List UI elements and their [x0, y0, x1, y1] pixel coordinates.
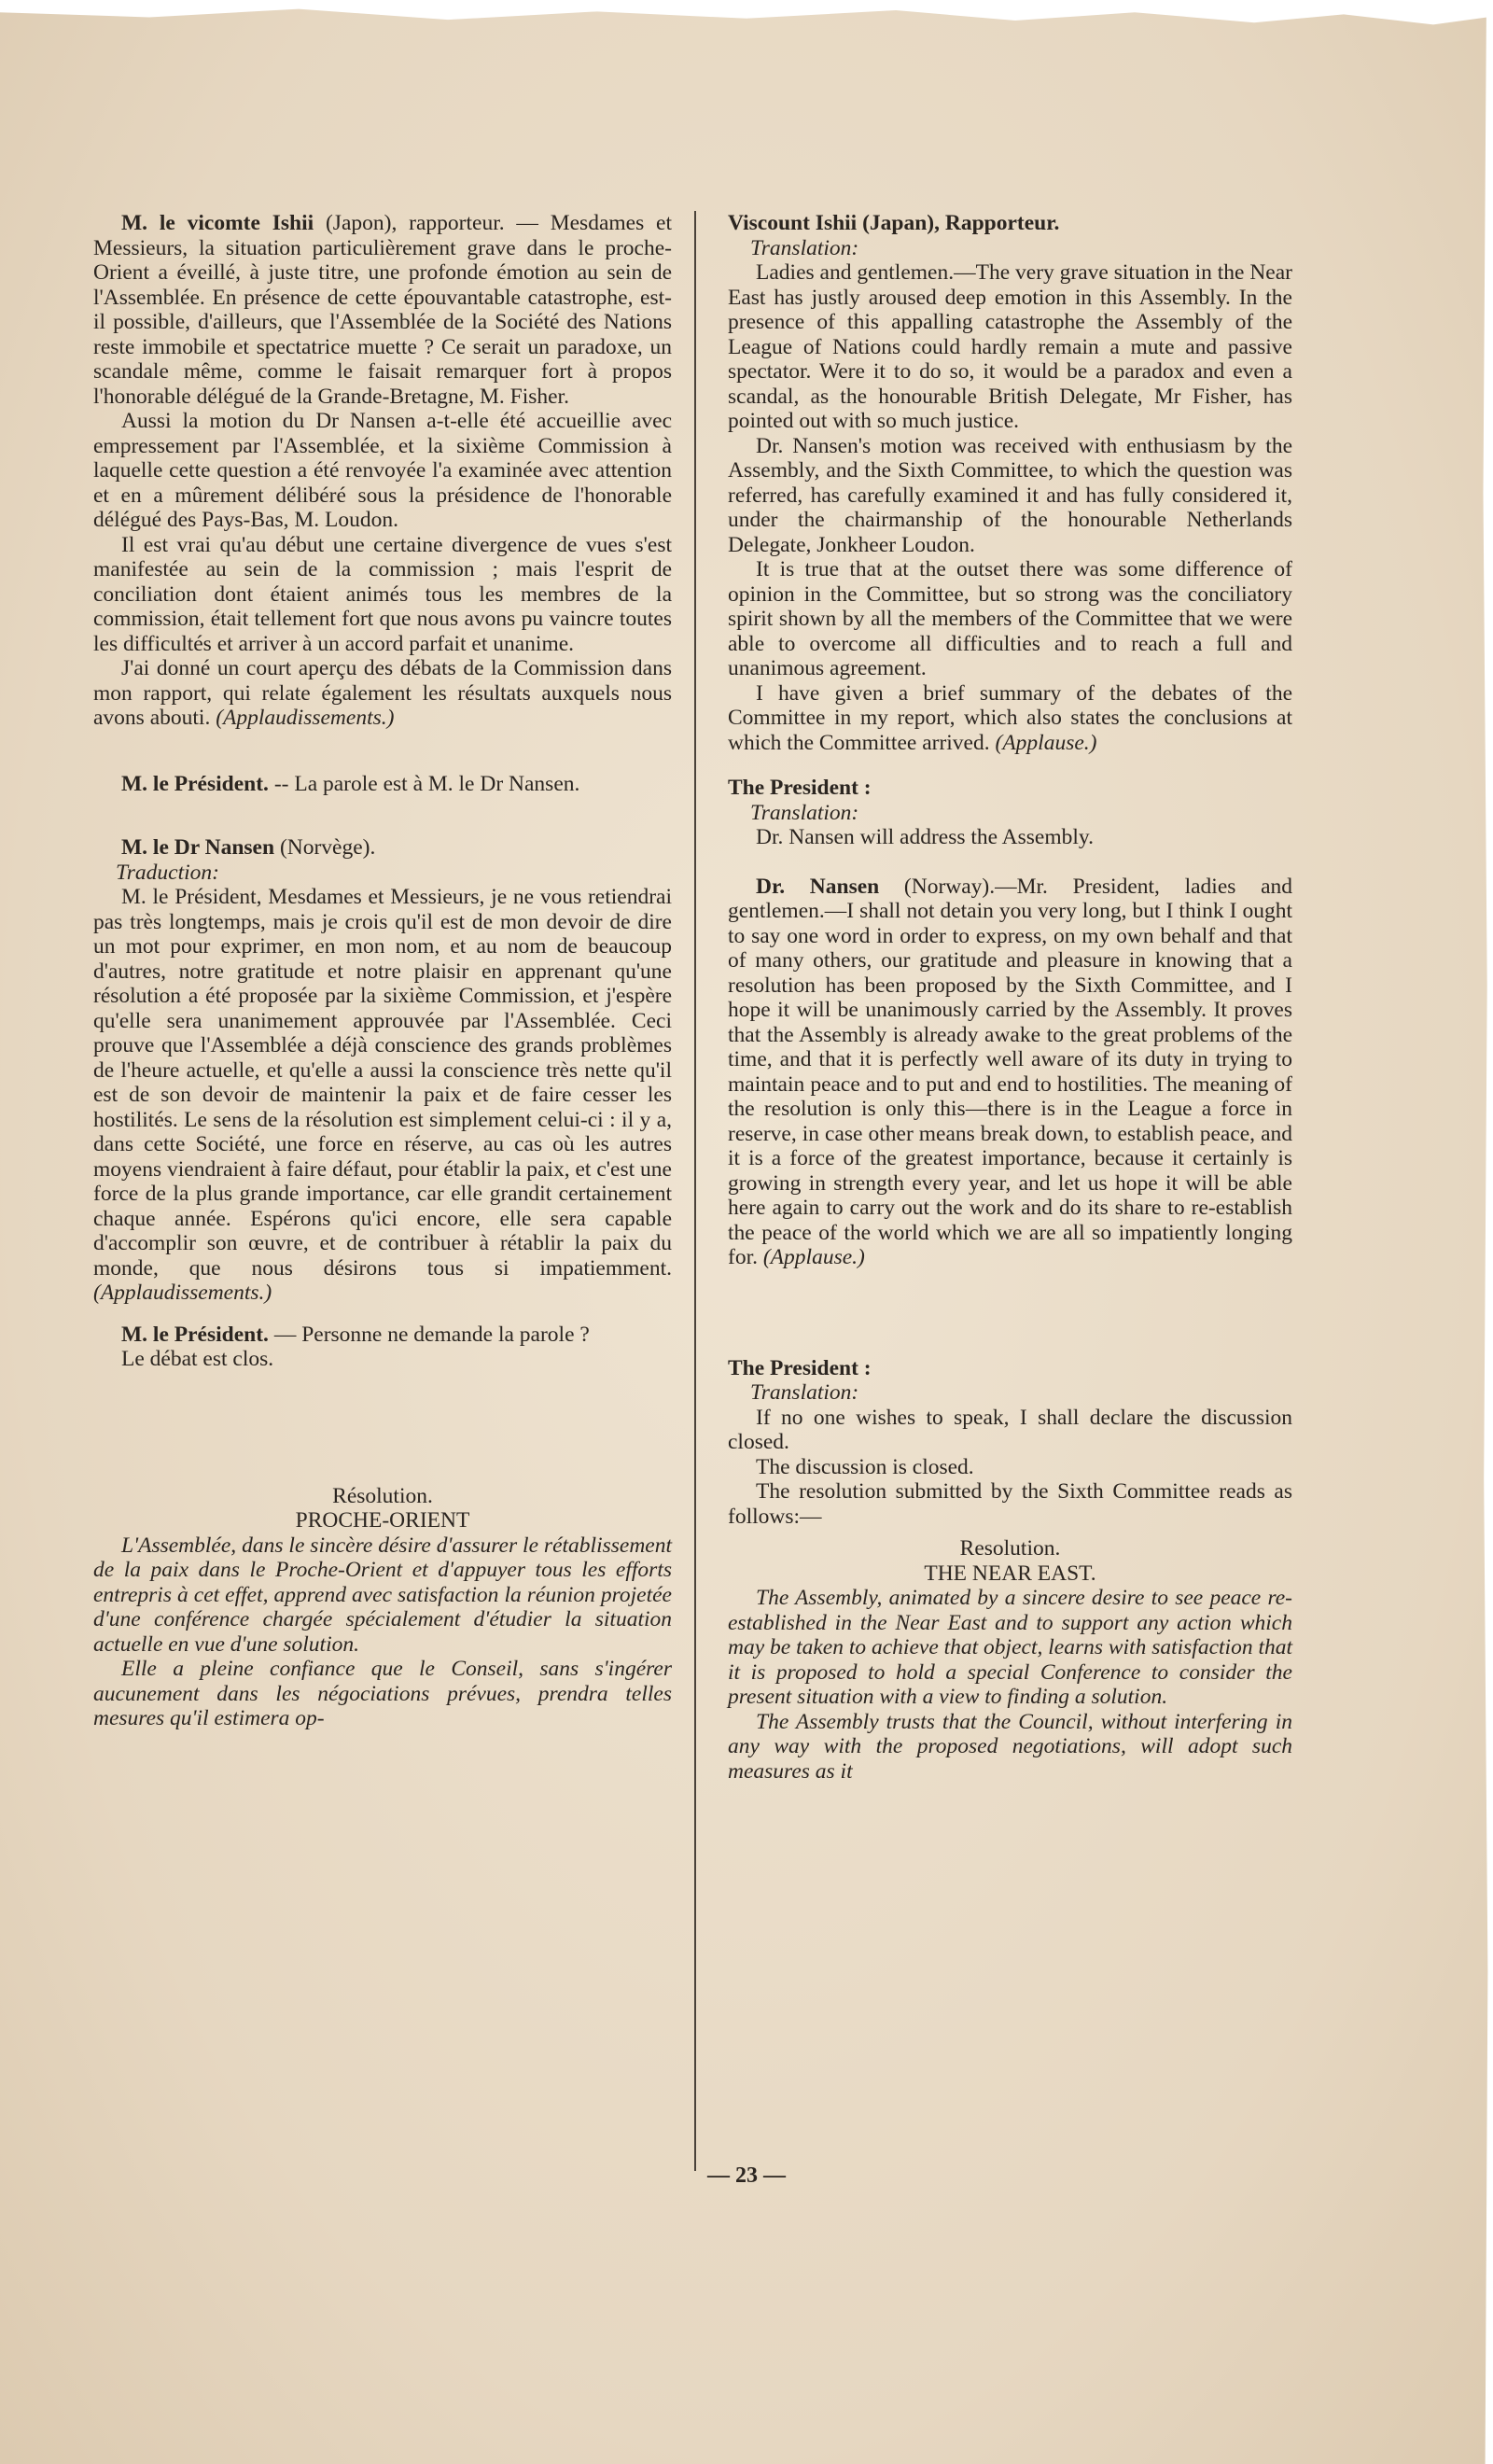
ishii-fr-p3: Il est vrai qu'au début une certaine divergence de vues s'est manifestée au sein de la commission ; mais l'esprit de conciliation dont étaient animés tous les membres de la commission, était tellement fort que nous avons pu vaincre toutes les difficultés et arriver à un accord parfait et unanime. [93, 532, 672, 656]
president-fr-1: M. le Président. -- La parole est à M. le Dr Nansen. [121, 771, 580, 796]
president-en-2-translation-label: Translation: [750, 1380, 859, 1405]
ishii-en-p3: It is true that at the outset there was some difference of opinion in the Committee, but so strong was the conciliatory spirit shown by all the members of the Committee that we were able to overcome all difficulties and to reach a full and unanimous agreement. [728, 557, 1292, 680]
nansen-en-body: Dr. Nansen (Norway).—Mr. President, ladies and gentlemen.—I shall not detain you very long, but I think I ought to say one word in order to express, on my own behalf and that of many others, our gratitude and pleasure in knowing that a resolution has been proposed by the Sixth Committee, and I hope it will be unanimously carried by the Assembly. It proves that the Assembly is already awake to the great problems of the time, and that it is perfectly well aware of its duty in trying to maintain peace and to put and end to hostilities. The meaning of the resolution is only this—there is in the League a force in reserve, in case other means break down, to establish peace, and it is a force of the greatest importance, because it certainly is growing in strength every year, and let us hope it will be able here again to carry out the work and do its share to re-establish the peace of the world which we are all so impatiently longing for. (Applause.) [728, 874, 1292, 1269]
nansen-fr-translation-label: Traduction: [116, 860, 219, 885]
president-en-1: The President : [728, 776, 872, 800]
resolution-fr-p2: Elle a pleine confiance que le Conseil, sans s'ingérer aucunement dans les négociations prévues, prendra telles mesures qu'il estimera op- [93, 1657, 672, 1730]
ishii-en-p2: Dr. Nansen's motion was received with enthusiasm by the Assembly, and the Sixth Committee, to which the question was referred, has carefully examined it and has fully considered it, under the chairmanship of the honourable Netherlands Delegate, Jonkheer Loudon. [728, 433, 1292, 557]
resolution-fr-p1: L'Assemblée, dans le sincère désire d'assurer le rétablissement de la paix dans le Proche-Orient et d'appuyer tous les efforts entrepris à cet effet, apprend avec satisfaction la réunion projetée d'une conférence chargée spécialement d'étudier la situation actuelle en vue d'une solution. [93, 1533, 672, 1657]
president-en-1-text: Dr. Nansen will address the Assembly. [756, 825, 1095, 849]
nansen-fr-heading: M. le Dr Nansen (Norvège). [121, 835, 376, 860]
ishii-en-p4: I have given a brief summary of the debates of the Committee in my report, which also states the conclusions at which the Committee arrived. (Applause.) [728, 680, 1292, 755]
french-column [93, 211, 672, 1731]
resolution-title-fr: PROCHE-ORIENT [295, 1508, 470, 1533]
resolution-heading-fr: Résolution. [332, 1483, 433, 1508]
page-number: — 23 — [707, 2163, 786, 2188]
president-en-2-p3: The resolution submitted by the Sixth Committee reads as follows:— [728, 1479, 1292, 1529]
nansen-fr-body: M. le Président, Mesdames et Messieurs, je ne vous retiendrai pas très longtemps, mais je crois qu'il est de mon devoir de dire un mot pour exprimer, en mon nom, et au nom de beaucoup d'autres, notre gratitude et notre plaisir en apprenant qu'une résolution a été proposée par la sixième Commission, et j'espère qu'elle sera unanimement approuvée par l'Assemblée. Ceci prouve que l'Assemblée a déjà conscience des grands problèmes de l'heure actuelle, et qu'elle a aussi la conscience très nette qu'il est de son devoir de maintenir la paix et de faire cesser les hostilités. Le sens de la résolution est simplement celui-ci : il y a, dans cette Société, une force en réserve, au cas où les autres moyens viendraient à faire défaut, pour établir la paix, et c'est une force de la plus grande importance, car elle grandit certainement chaque année. Espérons qu'ici encore, elle sera capable d'accomplir son œuvre, et de contribuer à rétablir la paix du monde, que nous désirons tous si impatiemment. (Applaudissements.) [93, 885, 672, 1305]
resolution-heading-en: Resolution. [959, 1536, 1061, 1561]
resolution-title-en: THE NEAR EAST. [924, 1561, 1096, 1586]
column-divider [694, 211, 696, 2171]
ishii-fr-p1: M. le vicomte Ishii (Japon), rapporteur. — Mesdames et Messieurs, la situation particulièrement grave dans le proche-Orient a éveillé, à juste titre, une profonde émotion au sein de l'Assemblée. En présence de cette épouvantable catastrophe, est-il possible, d'ailleurs, que l'Assemblée de la Société des Nations reste immobile et spectatrice muette ? Ce serait un paradoxe, un scandale même, comme le faisait remarquer fort à propos l'honorable délégué de la Grande-Bretagne, M. Fisher. [93, 211, 672, 409]
english-column [728, 211, 1292, 1784]
speaker-ishii-en: Viscount Ishii (Japan), Rapporteur. [728, 211, 1060, 235]
ishii-en-translation-label: Translation: [750, 235, 859, 260]
ishii-fr-p2: Aussi la motion du Dr Nansen a-t-elle été accueillie avec empressement par l'Assemblée, et la sixième Commission à laquelle cette question a été renvoyée l'a examinée avec attention et en a mûrement délibéré sous la présidence de l'honorable délégué des Pays-Bas, M. Loudon. [93, 409, 672, 532]
president-fr-2: M. le Président. — Personne ne demande la parole ? [121, 1322, 590, 1347]
resolution-en-p2: The Assembly trusts that the Council, without interfering in any way with the proposed negotiations, will adopt such measures as it [728, 1709, 1292, 1784]
ishii-en-p1: Ladies and gentlemen.—The very grave situation in the Near East has justly aroused deep emotion in this Assembly. In the presence of this appalling catastrophe the Assembly of the League of Nations could hardly remain a mute and passive spectator. Were it to do so, it would be a paradox and even a scandal, as the honourable British Delegate, Mr Fisher, has pointed out with so much justice. [728, 260, 1292, 433]
resolution-en-p1: The Assembly, animated by a sincere desire to see peace re-established in the Near East and to support any action which may be taken to achieve that object, learns with satisfaction that it is proposed to hold a special Conference to consider the present situation with a view to finding a solution. [728, 1586, 1293, 1709]
debate-closed-fr: Le débat est clos. [121, 1347, 274, 1371]
president-en-2: The President : [728, 1355, 872, 1380]
president-en-1-translation-label: Translation: [750, 800, 859, 825]
president-en-2-p1: If no one wishes to speak, I shall declare the discussion closed. [728, 1405, 1292, 1454]
speaker-ishii-fr: M. le vicomte Ishii [121, 211, 314, 235]
president-en-2-p2: The discussion is closed. [756, 1454, 974, 1479]
ishii-fr-p4: J'ai donné un court aperçu des débats de la Commission dans mon rapport, qui relate également les résultats auxquels nous avons abouti. (Applaudissements.) [93, 656, 672, 730]
